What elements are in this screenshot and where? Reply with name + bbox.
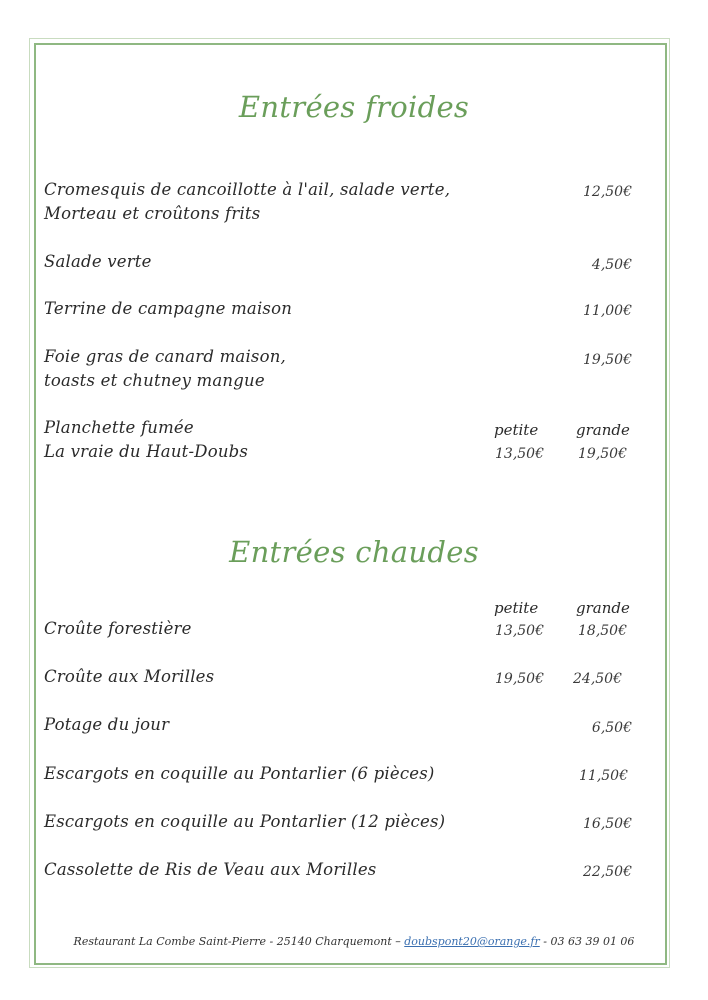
item-price: 22,50€ <box>583 864 632 880</box>
section-title-hot: Entrées chaudes <box>229 535 479 569</box>
size-small-label: petite <box>494 421 539 439</box>
email-link[interactable]: doubspont20@orange.fr <box>404 935 540 948</box>
item-price: 11,00€ <box>583 303 632 319</box>
price-small: 19,50€ <box>495 671 544 687</box>
item-name: Escargots en coquille au Pontarlier (6 pièces) <box>44 764 435 783</box>
size-large-label: grande <box>576 421 630 439</box>
item-name: Salade verte <box>44 252 152 271</box>
item-name: Croûte forestière <box>44 619 192 638</box>
item-name: Terrine de campagne maison <box>44 299 293 318</box>
section-title-cold: Entrées froides <box>238 90 470 124</box>
item-description: Morteau et croûtons frits <box>44 204 261 223</box>
item-name: Cromesquis de cancoillotte à l'ail, salade verte, <box>44 180 451 199</box>
item-name: Cassolette de Ris de Veau aux Morilles <box>44 860 377 879</box>
item-name: Croûte aux Morilles <box>44 667 215 686</box>
item-description: La vraie du Haut-Doubs <box>44 442 249 461</box>
footer-address: Restaurant La Combe Saint-Pierre - 25140 Charquemont – <box>73 935 405 948</box>
item-price: 12,50€ <box>583 184 632 200</box>
price-large: 19,50€ <box>578 446 627 462</box>
footer-phone: - 03 63 39 01 06 <box>539 935 635 948</box>
price-small: 13,50€ <box>495 446 544 462</box>
size-large-label: grande <box>576 599 630 617</box>
item-price: 11,50€ <box>579 768 628 784</box>
item-name: Escargots en coquille au Pontarlier (12 pièces) <box>44 812 446 831</box>
price-large: 18,50€ <box>578 623 627 639</box>
price-large: 24,50€ <box>573 671 622 687</box>
item-price: 16,50€ <box>583 816 632 832</box>
item-price: 19,50€ <box>583 352 632 368</box>
item-price: 4,50€ <box>591 257 632 273</box>
price-small: 13,50€ <box>495 623 544 639</box>
item-name: Foie gras de canard maison, <box>44 347 287 366</box>
size-small-label: petite <box>494 599 539 617</box>
item-name: Planchette fumée <box>44 418 194 437</box>
footer-contact <box>0 935 708 948</box>
item-description: toasts et chutney mangue <box>44 371 265 390</box>
item-price: 6,50€ <box>591 720 632 736</box>
item-name: Potage du jour <box>44 715 170 734</box>
